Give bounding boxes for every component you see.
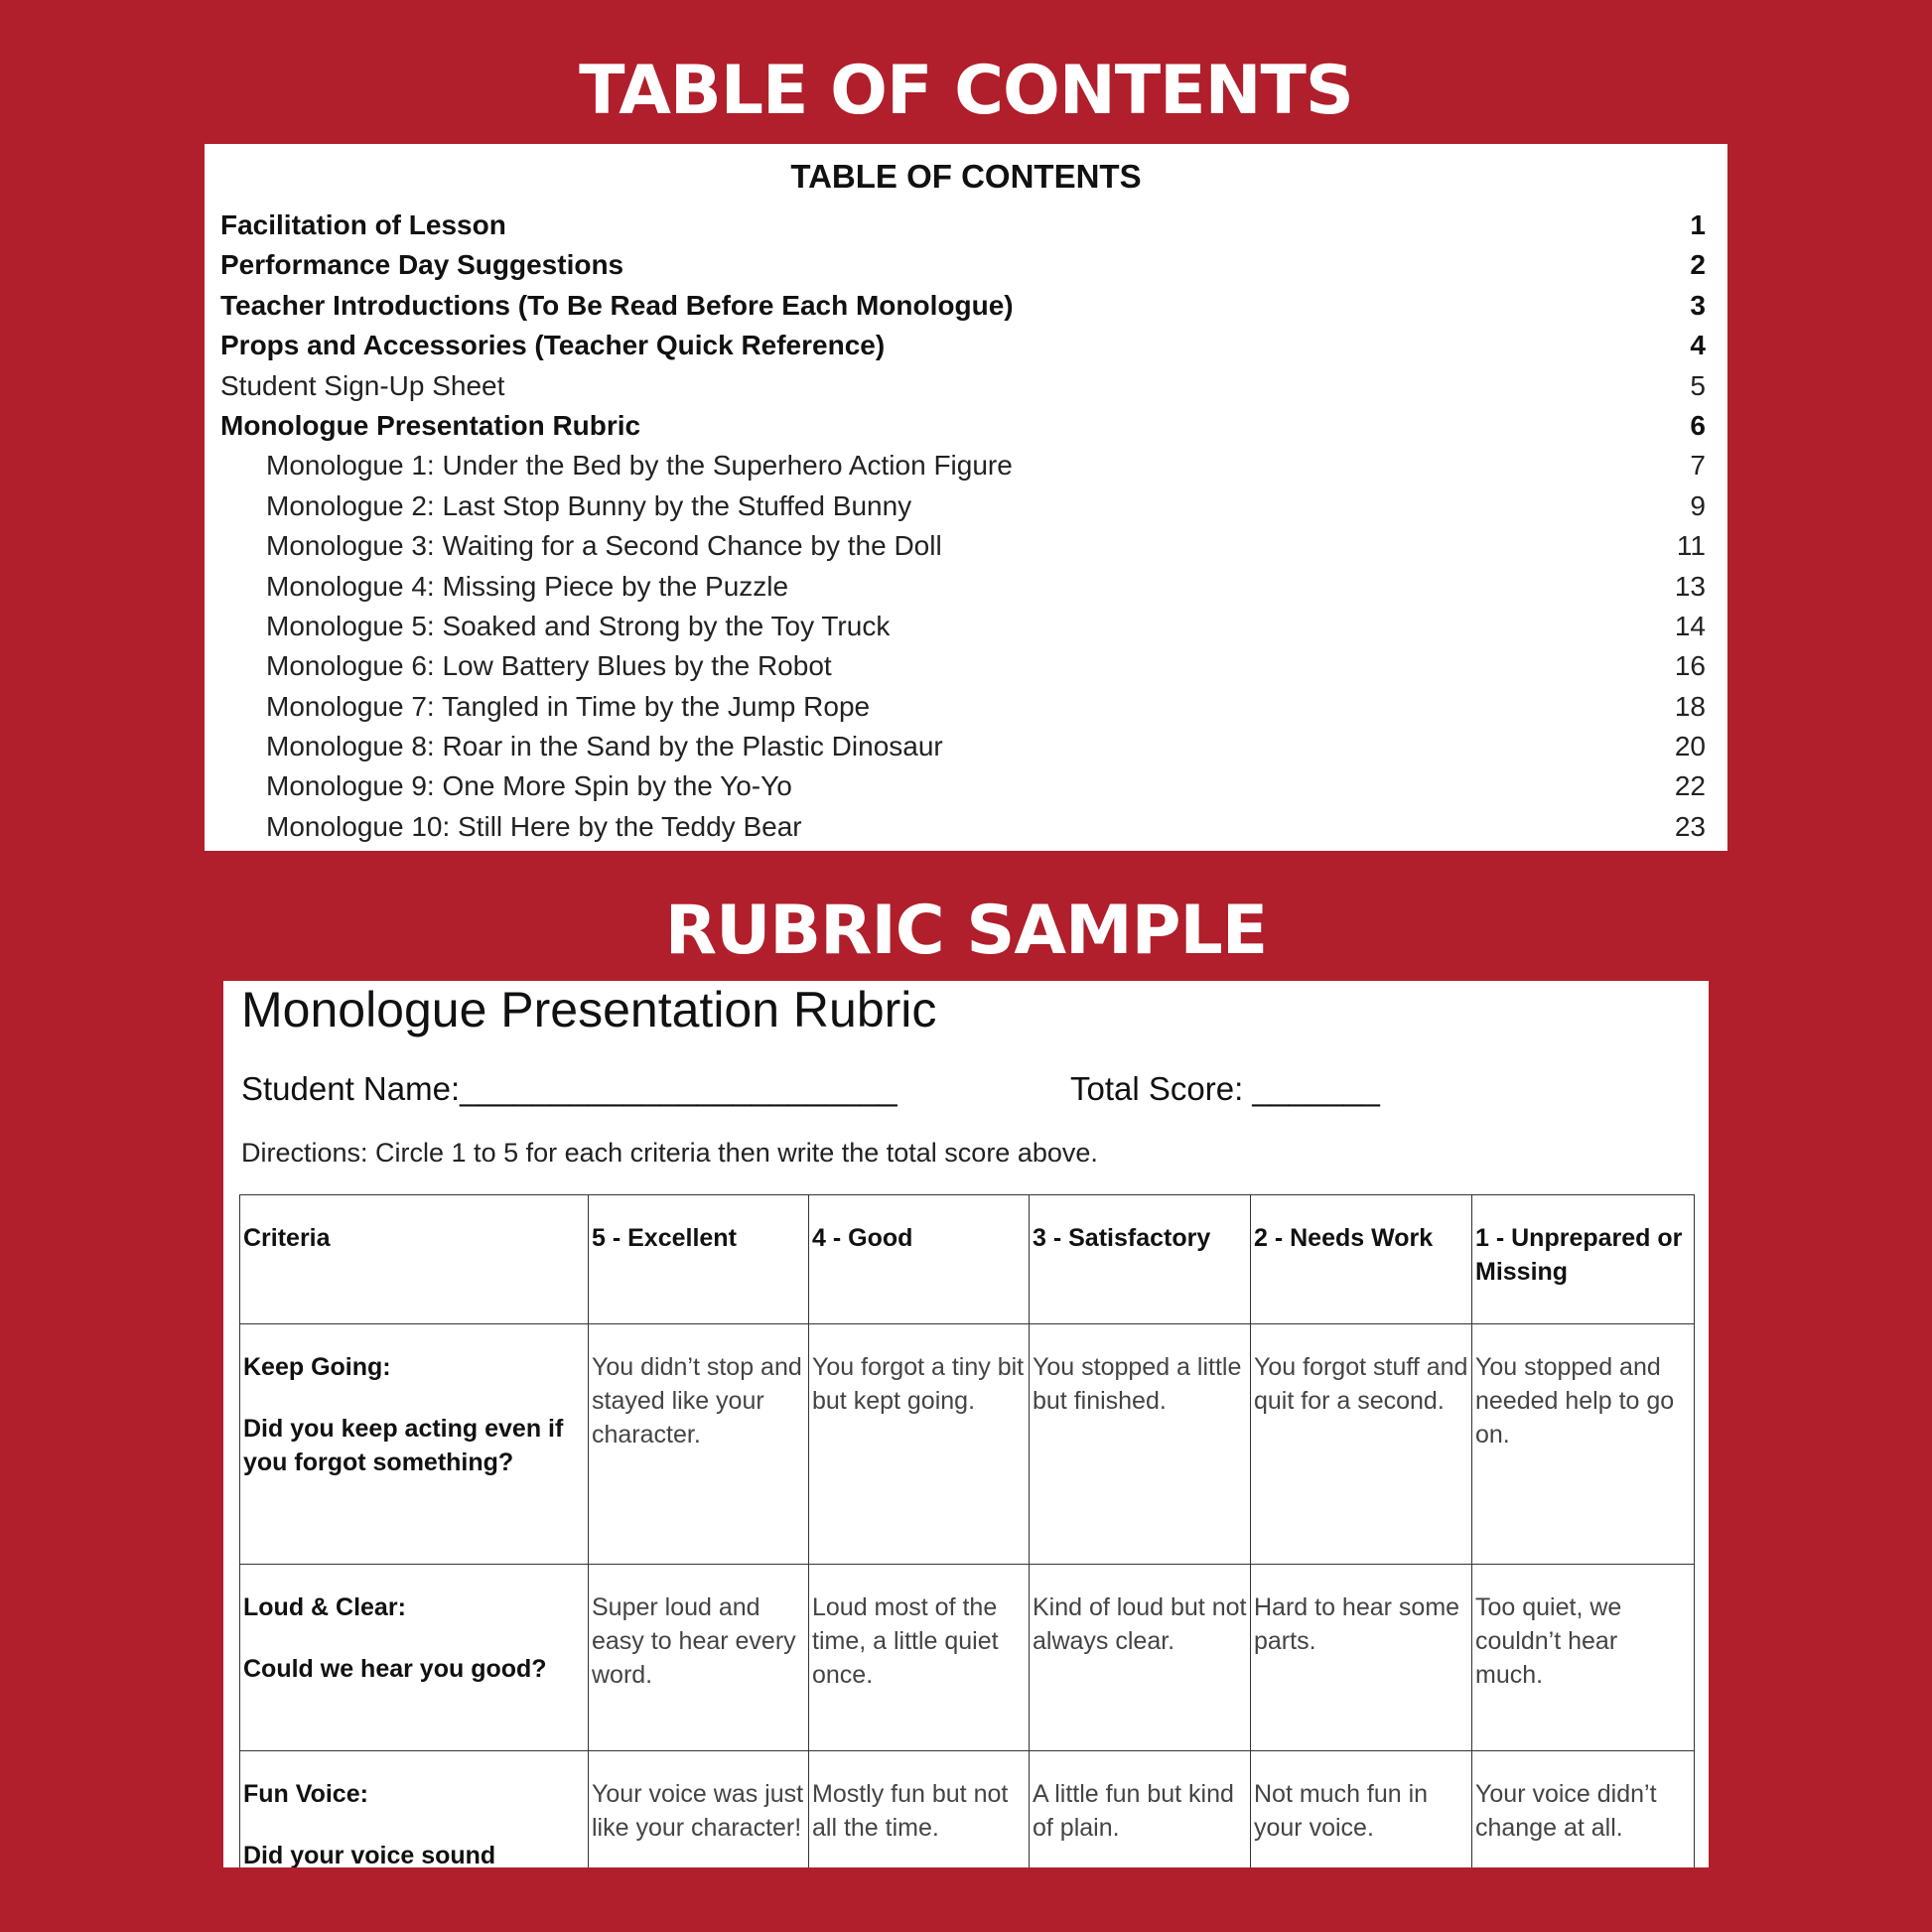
toc-entry-page: 23 [1674, 810, 1706, 842]
toc-entry-page: 3 [1690, 289, 1706, 321]
rating-cell: Loud most of the time, a little quiet once. [809, 1565, 1030, 1751]
toc-entry [214, 764, 1718, 804]
toc-heading: TABLE OF CONTENTS [790, 158, 1142, 195]
toc-entry [214, 484, 1718, 524]
rating-cell: Kind of loud but not always clear. [1030, 1565, 1251, 1751]
rubric-header-row [240, 1195, 1695, 1324]
toc-entry-title: Props and Accessories (Teacher Quick Reference) [220, 330, 886, 361]
toc-entry-page: 9 [1690, 489, 1706, 521]
toc-entry-title: Student Sign-Up Sheet [220, 369, 505, 401]
toc-entry-title: Monologue 1: Under the Bed by the Superhero Action Figure [266, 450, 1013, 482]
toc-entry-page: 22 [1674, 770, 1706, 802]
rubric-row [240, 1565, 1695, 1751]
toc-entry [214, 364, 1718, 404]
student-name-field: Student Name:________________________ [241, 1070, 897, 1107]
toc-entry-title: Monologue Presentation Rubric [220, 409, 641, 441]
rating-cell: Mostly fun but not all the time. [809, 1751, 1030, 1868]
criterion-question: Did you keep acting even if you forgot something? [243, 1415, 564, 1476]
toc-entry [214, 685, 1718, 725]
rating-cell: Your voice was just like your character! [589, 1751, 809, 1868]
toc-entry [214, 404, 1718, 444]
rubric-directions: Directions: Circle 1 to 5 for each criteria then write the total score above. [241, 1138, 1098, 1168]
rating-cell: Your voice didn’t change at all. [1472, 1751, 1695, 1868]
criterion-label: Fun Voice: [243, 1780, 368, 1808]
toc-entry-page: 1 [1690, 209, 1706, 240]
criterion-label: Loud & Clear: [243, 1593, 406, 1621]
rubric-page [223, 981, 1709, 1867]
toc-entry-title: Monologue 2: Last Stop Bunny by the Stuffed Bunny [266, 489, 912, 521]
toc-entry [214, 565, 1718, 605]
rating-cell: Not much fun in your voice. [1251, 1751, 1472, 1868]
toc-entry [214, 444, 1718, 483]
rating-cell: Too quiet, we couldn’t hear much. [1472, 1565, 1695, 1751]
rating-cell: You didn’t stop and stayed like your character. [589, 1324, 809, 1565]
toc-entry-title: Monologue 10: Still Here by the Teddy Bear [266, 810, 802, 842]
header-cell: 2 - Needs Work [1251, 1195, 1472, 1324]
rubric-title: Monologue Presentation Rubric [241, 982, 937, 1037]
toc-entry-title: Monologue 5: Soaked and Strong by the Toy Truck [266, 610, 891, 641]
toc-entry-page: 5 [1690, 369, 1706, 401]
toc-entry-title: Monologue 7: Tangled in Time by the Jump Rope [266, 690, 871, 722]
toc-entry-page: 16 [1674, 650, 1706, 682]
criterion-question: Did your voice sound [243, 1842, 496, 1867]
rating-cell: You stopped a little but finished. [1030, 1324, 1251, 1565]
toc-entry [214, 324, 1718, 363]
header-cell: 4 - Good [809, 1195, 1030, 1324]
toc-entry [214, 805, 1718, 845]
header-cell: 5 - Excellent [589, 1195, 809, 1324]
toc-entry-page: 7 [1690, 450, 1706, 482]
rubric-banner-title: RUBRIC SAMPLE [664, 892, 1268, 970]
rating-cell: You stopped and needed help to go on. [1472, 1324, 1695, 1565]
total-score-field: Total Score: _______ [1070, 1070, 1380, 1107]
criterion-cell [240, 1751, 589, 1868]
rubric-row [240, 1751, 1695, 1868]
rating-cell: Hard to hear some parts. [1251, 1565, 1472, 1751]
toc-entry-page: 18 [1674, 690, 1706, 722]
header-cell: Criteria [240, 1195, 589, 1324]
criterion-cell [240, 1324, 589, 1565]
toc-entry-title: Monologue 8: Roar in the Sand by the Plastic Dinosaur [266, 731, 943, 762]
toc-entry-title: Monologue 4: Missing Piece by the Puzzle [266, 570, 789, 602]
toc-entry-page: 6 [1690, 409, 1706, 441]
toc-entry-title: Performance Day Suggestions [220, 249, 624, 281]
rating-cell: A little fun but kind of plain. [1030, 1751, 1251, 1868]
toc-list [214, 204, 1718, 845]
criterion-cell [240, 1565, 589, 1751]
rubric-row [240, 1324, 1695, 1565]
toc-entry [214, 284, 1718, 324]
toc-entry-title: Monologue 9: One More Spin by the Yo-Yo [266, 770, 792, 802]
criterion-question: Could we hear you good? [243, 1655, 547, 1683]
toc-entry [214, 644, 1718, 684]
toc-entry [214, 204, 1718, 243]
rating-cell: You forgot a tiny bit but kept going. [809, 1324, 1030, 1565]
toc-entry-title: Facilitation of Lesson [220, 209, 506, 240]
toc-entry [214, 605, 1718, 644]
toc-entry-page: 2 [1690, 249, 1706, 281]
toc-entry-title: Monologue 3: Waiting for a Second Chance by the Doll [266, 530, 942, 562]
toc-entry [214, 725, 1718, 764]
toc-entry-page: 20 [1674, 731, 1706, 762]
rating-cell: Super loud and easy to hear every word. [589, 1565, 809, 1751]
toc-entry-page: 4 [1690, 330, 1706, 361]
toc-entry-title: Teacher Introductions (To Be Read Before Each Monologue) [220, 289, 1014, 321]
table-of-contents-page [205, 144, 1727, 851]
header-cell: 3 - Satisfactory [1030, 1195, 1251, 1324]
toc-entry-page: 11 [1676, 530, 1706, 562]
toc-entry-page: 14 [1674, 610, 1706, 641]
toc-entry [214, 243, 1718, 283]
toc-entry [214, 524, 1718, 564]
header-cell: 1 - Unprepared or Missing [1472, 1195, 1695, 1324]
toc-banner-title: TABLE OF CONTENTS [579, 52, 1353, 130]
criterion-label: Keep Going: [243, 1353, 391, 1381]
toc-entry-page: 13 [1674, 570, 1706, 602]
rating-cell: You forgot stuff and quit for a second. [1251, 1324, 1472, 1565]
toc-entry-title: Monologue 6: Low Battery Blues by the Robot [266, 650, 832, 682]
rubric-table [239, 1194, 1695, 1867]
